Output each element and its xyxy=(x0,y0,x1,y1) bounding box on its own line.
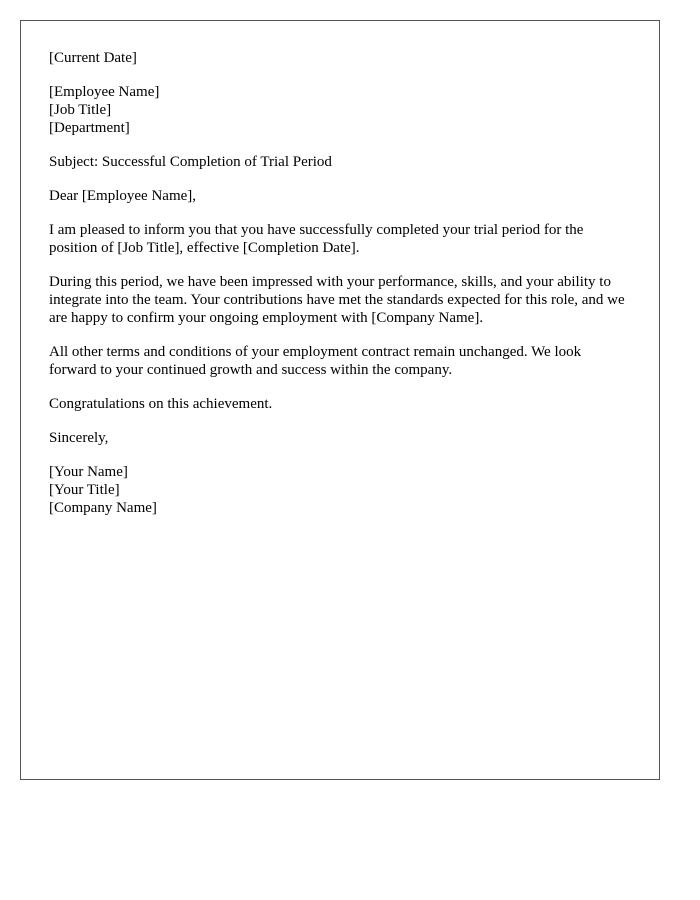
body-paragraph xyxy=(49,395,631,413)
signature-block xyxy=(49,463,631,517)
body-paragraph xyxy=(49,343,631,379)
paragraph-4-text: Congratulations on this achievement. xyxy=(49,396,273,412)
closing-text: Sincerely, xyxy=(49,430,109,446)
recipient-block xyxy=(49,83,631,137)
paragraph-1-text: I am pleased to inform you that you have successfully completed your trial period for the position of [Job Title], effective [Completion Date]. xyxy=(49,222,584,256)
salutation xyxy=(49,187,631,205)
paragraph-2-text: During this period, we have been impressed with your performance, skills, and your ability to integrate into the team. Your contributions have met the standards expected for this role, and we are happy to confirm your ongoing employment with [Company Name]. xyxy=(49,274,625,326)
signature-name: [Your Name] xyxy=(49,464,128,480)
closing xyxy=(49,429,631,447)
paragraph-3-text: All other terms and conditions of your employment contract remain unchanged. We look forward to your continued growth and success within the company. xyxy=(49,344,582,378)
recipient-department: [Department] xyxy=(49,120,130,136)
letter-date xyxy=(49,49,631,67)
salutation-text: Dear [Employee Name], xyxy=(49,188,197,204)
letter-page xyxy=(20,20,660,780)
recipient-name: [Employee Name] xyxy=(49,84,160,100)
signature-title: [Your Title] xyxy=(49,482,120,498)
date-text: [Current Date] xyxy=(49,50,137,66)
subject-line xyxy=(49,153,631,171)
body-paragraph xyxy=(49,273,631,327)
body-paragraph xyxy=(49,221,631,257)
recipient-title: [Job Title] xyxy=(49,102,112,118)
subject-text: Subject: Successful Completion of Trial Period xyxy=(49,154,332,170)
signature-company: [Company Name] xyxy=(49,500,157,516)
